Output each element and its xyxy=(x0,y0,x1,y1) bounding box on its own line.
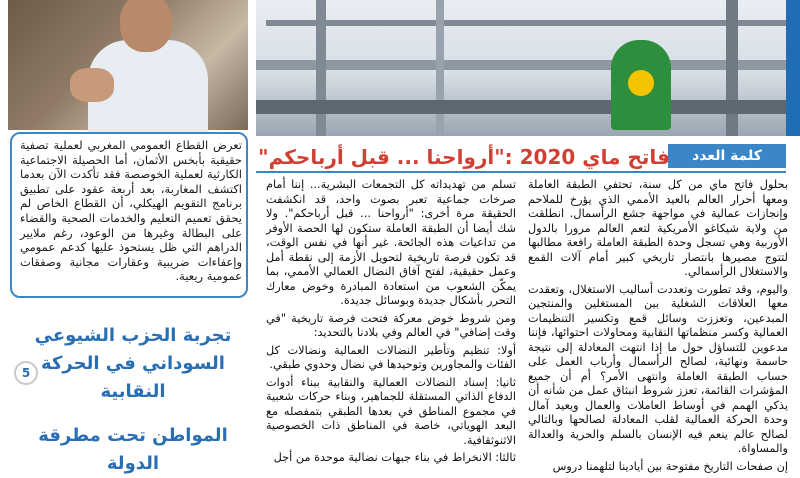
teaser-title: المواطن تحت مطرقة الدولة xyxy=(38,425,228,474)
article-column-left xyxy=(266,178,516,464)
paragraph: أولا: تنظيم وتأطير النضالات العمالية ونضالات كل الفئات والمجاورين وتوحيدها في نضال وحدوي طبقي. xyxy=(266,343,516,371)
paragraph: واليوم، وقد تطورت وتعددت أساليب الاستغلال، وتعقدت معها العلاقات الشغلية بين المستغلين والمنتجين المبدعين، وتعززت وسائل قمع وتكسير التنظيمات العمالية وكسر منظماتها النقابية ومحاولات احتوائها، فإننا مدعوين للتساؤل حول ما إذا انتهت المعادلة إلى نتيجة حاسمة ونهائية، لصالح الرأسمال وأرباب العمل على حساب الطبقة العاملة وانتهى الأمر؟ أم أن جميع المؤشرات القائمة، تعزز شروط انبثاق عمل من شأنه أن يذكي الهمم في أوساط العاملات والعمال ويعيد آمال وحدة الحركة العمالية لقلب المعادلة لصالحها وبالتالي لصالح عالم ينعم فيه الإنسان بالسلم والحرية والعدالة والمساواة. xyxy=(528,282,788,455)
company-logo-icon xyxy=(628,70,654,96)
left-column xyxy=(0,0,252,474)
refinery-photo xyxy=(256,0,800,136)
headline-divider xyxy=(256,171,786,173)
speaker-photo xyxy=(8,0,248,130)
paragraph: تسلم من تهديداته كل التجمعات البشرية... إننا أمام صرخات جماعية تعبر بصوت واحد، قد انكشفت الحقيقة مرة أخرى: "أرواحنا ... قبل أرباحكم". ولا شك أيضا أن الطبقة العاملة ستكون لها الحصة الأوفر من تداعيات هذه الجائحة. غير أنها في نفس الوقت، قد تكون فرصة تاريخية لتحويل الأزمة إلى نقطة أمل وعمل حقيقية، لفتح آفاق النضال العمالي الأممي، بما يمكّن الشعوب من استعادة المبادرة وخوض معارك التحرر بأشكال جديدة وبوسائل جديدة. xyxy=(266,178,516,307)
paragraph: ومن شروط خوض معركة فتحت فرصة تاريخية "في وقت إضافي" في العالم وفي بلادنا بالتحديد: xyxy=(266,311,516,339)
teaser-title: تجربة الحزب الشيوعي السوداني في الحركة النقابية xyxy=(34,325,232,402)
page-number-badge: 5 xyxy=(14,361,38,385)
article-headline: فاتح ماي 2020 :"أرواحنا ... قبل أرباحكم" xyxy=(258,145,670,169)
paragraph: ثالثا: الانخراط في بناء جبهات نضالية موحدة من أجل xyxy=(273,451,516,464)
teaser-citizen-state[interactable] xyxy=(0,410,252,474)
paragraph: بحلول فاتح ماي من كل سنة، تحتفي الطبقة العاملة ومعها أحرار العالم بالعيد الأممي الذي يؤرخ للملاحم وإنجازات عمالية في مواجهة جشع الرأسمال. انطلقت من ولاية شيكاغو الأمريكية لتعم العالم مرورا بالدول الأوربية وهي تسجل وحدة الطبقة العاملة رافعة مطالبها لتتوج مصيرها بانتصار تاريخي كبير أمام آلات القمع والاستغلال الرأسمالي. xyxy=(528,178,788,278)
article-column-right xyxy=(528,178,788,473)
section-label: كلمة العدد xyxy=(668,144,786,168)
side-article-text: تعرض القطاع العمومي المغربي لعملية تصفية حقيقية بأبخس الأثمان، أما الحصيلة الاجتماعية الكارثية لعملية الخوصصة فقد تأكدت الآن بعدما اكتشف المغاربة، بعد أربعة عقود على تطبيق برنامج التقويم الهيكلي، أن القطاع الخاص لم يحقق تعميم التعليم والخدمات الصحية والقضاء على البطالة وغيرها من الوعود، رغم ملايير الدراهم التي ظل يستحوذ عليها كدعم عمومي وإعفاءات ضريبية وعقارات مجانية وصفقات عمومية ريعية. xyxy=(20,138,242,284)
teaser-sudanese-communist[interactable] xyxy=(0,316,252,402)
paragraph: ثانيا: إسناد النضالات العمالية والنقابية ببناء أدوات الدفاع الذاتي المستقلة للجماهير، وبناء حركات شعبية في مجموع المناطق في بعدها الطبقي بتمفصله مع البعد الهوياتي، خاصة في المناطق ذات الخصوصية الاثنوثقافية. xyxy=(266,375,516,447)
edge-ribbon xyxy=(786,0,800,136)
paragraph: إن صفحات التاريخ مفتوحة بين أيادينا لتلهمنا دروس xyxy=(552,459,788,473)
side-article-box xyxy=(10,132,248,298)
